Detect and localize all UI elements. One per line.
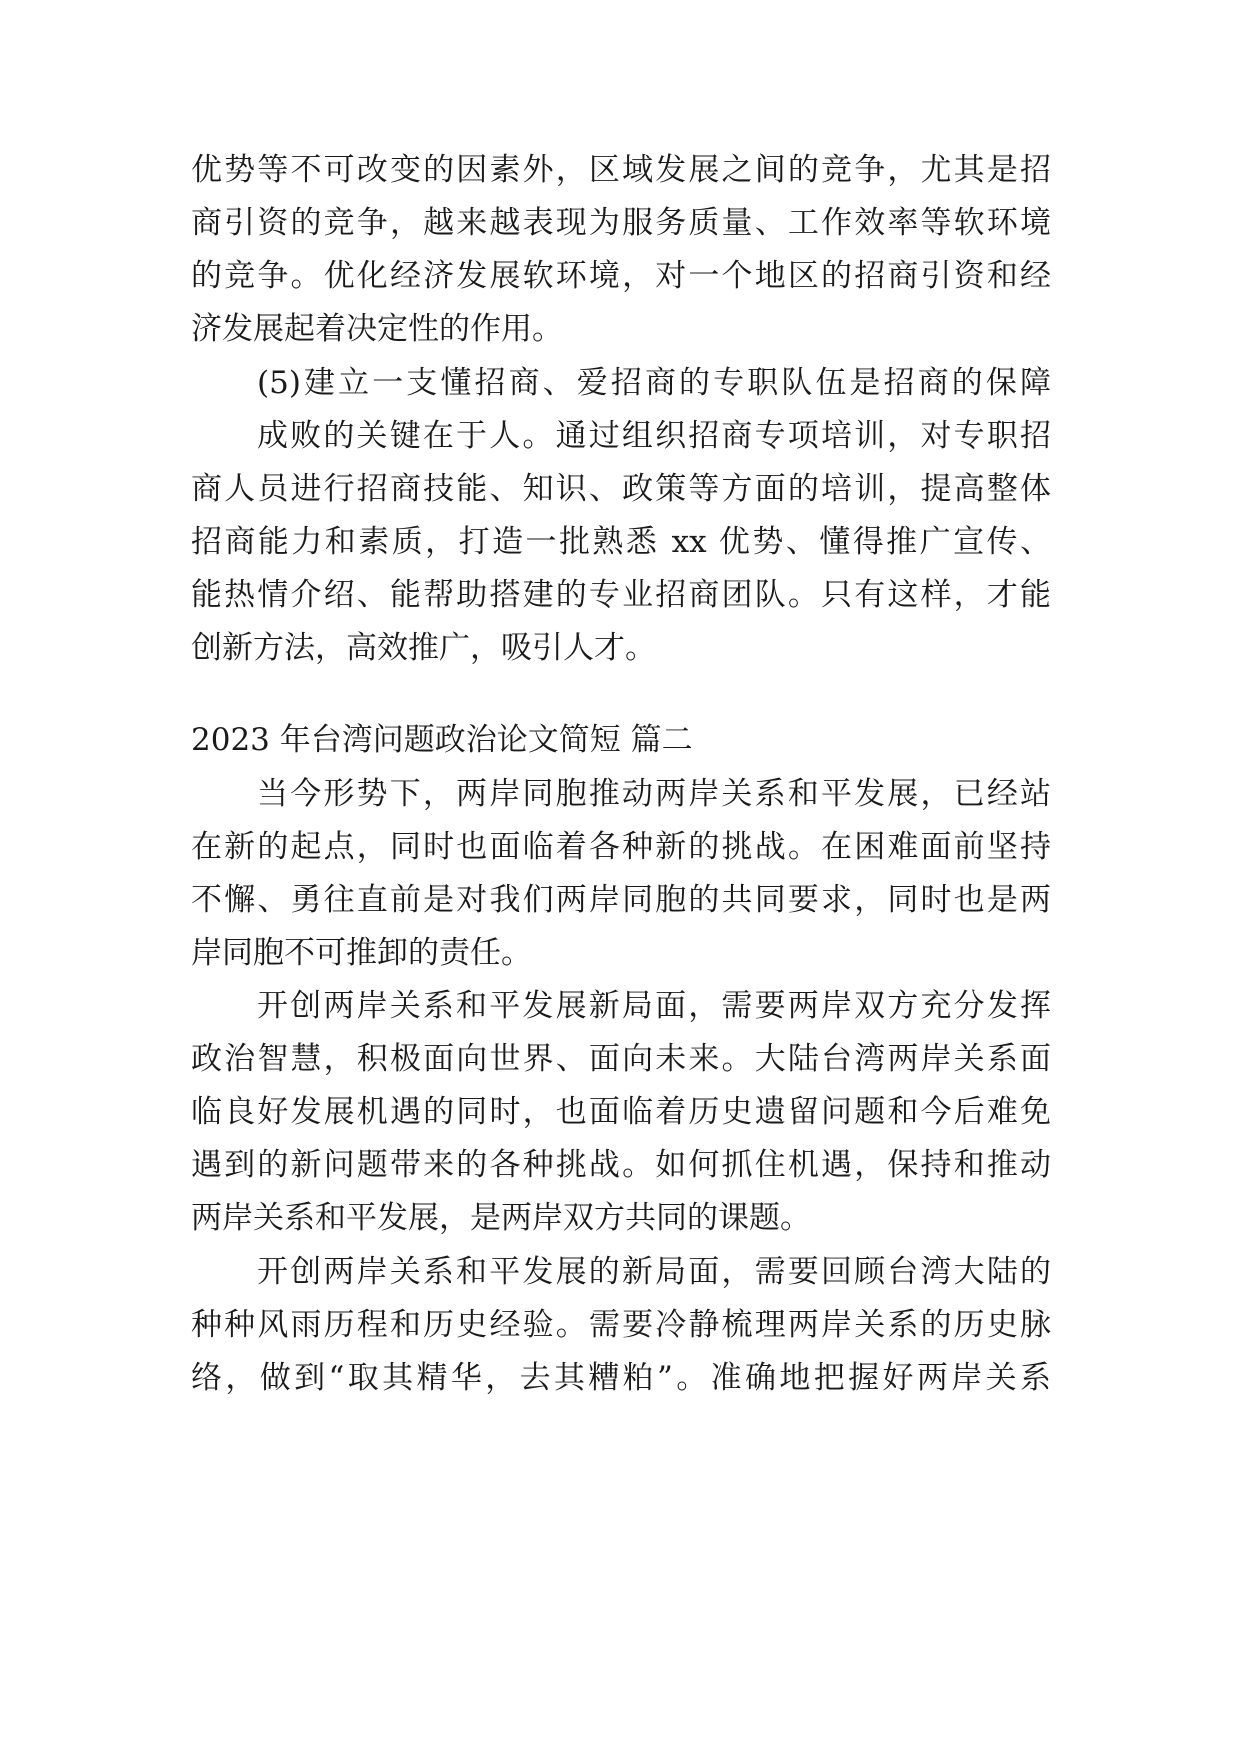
paragraph-line: 创新方法，高效推广，吸引人才。 (191, 630, 656, 666)
subheading: (5)建立一支懂招商、爱招商的专职队伍是招商的保障 (257, 365, 1051, 401)
paragraph-line: 开创两岸关系和平发展的新局面，需要回顾台湾大陆的 (257, 1254, 1051, 1290)
section-heading: 2023 年台湾问题政治论文简短 篇二 (191, 722, 693, 758)
paragraph-line: 商人员进行招商技能、知识、政策等方面的培训，提高整体 (191, 471, 1051, 507)
paragraph-line: 在新的起点，同时也面临着各种新的挑战。在困难面前坚持 (191, 829, 1051, 865)
paragraph-line: 能热情介绍、能帮助搭建的专业招商团队。只有这样，才能 (191, 577, 1051, 613)
paragraph-line: 岸同胞不可推卸的责任。 (191, 935, 532, 971)
paragraph-line: 成败的关键在于人。通过组织招商专项培训，对专职招 (257, 418, 1051, 454)
paragraph-line: 络，做到“取其精华，去其糟粕”。准确地把握好两岸关系 (191, 1360, 1051, 1396)
paragraph-line: 济发展起着决定性的作用。 (191, 311, 563, 347)
paragraph-line: 优势等不可改变的因素外，区域发展之间的竞争，尤其是招 (191, 152, 1051, 188)
paragraph-line: 遇到的新问题带来的各种挑战。如何抓住机遇，保持和推动 (191, 1147, 1051, 1183)
paragraph-line: 不懈、勇往直前是对我们两岸同胞的共同要求，同时也是两 (191, 882, 1051, 918)
paragraph-line: 招商能力和素质，打造一批熟悉 xx 优势、懂得推广宣传、 (191, 524, 1051, 560)
paragraph-line: 种种风雨历程和历史经验。需要冷静梳理两岸关系的历史脉 (191, 1307, 1051, 1343)
paragraph-line: 的竞争。优化经济发展软环境，对一个地区的招商引资和经 (191, 258, 1051, 294)
paragraph-line: 临良好发展机遇的同时，也面临着历史遗留问题和今后难免 (191, 1094, 1051, 1130)
paragraph-line: 当今形势下，两岸同胞推动两岸关系和平发展，已经站 (257, 776, 1051, 812)
paragraph-line: 商引资的竞争，越来越表现为服务质量、工作效率等软环境 (191, 205, 1051, 241)
paragraph-line: 政治智慧，积极面向世界、面向未来。大陆台湾两岸关系面 (191, 1041, 1051, 1077)
paragraph-line: 两岸关系和平发展，是两岸双方共同的课题。 (191, 1200, 811, 1236)
paragraph-line: 开创两岸关系和平发展新局面，需要两岸双方充分发挥 (257, 988, 1051, 1024)
